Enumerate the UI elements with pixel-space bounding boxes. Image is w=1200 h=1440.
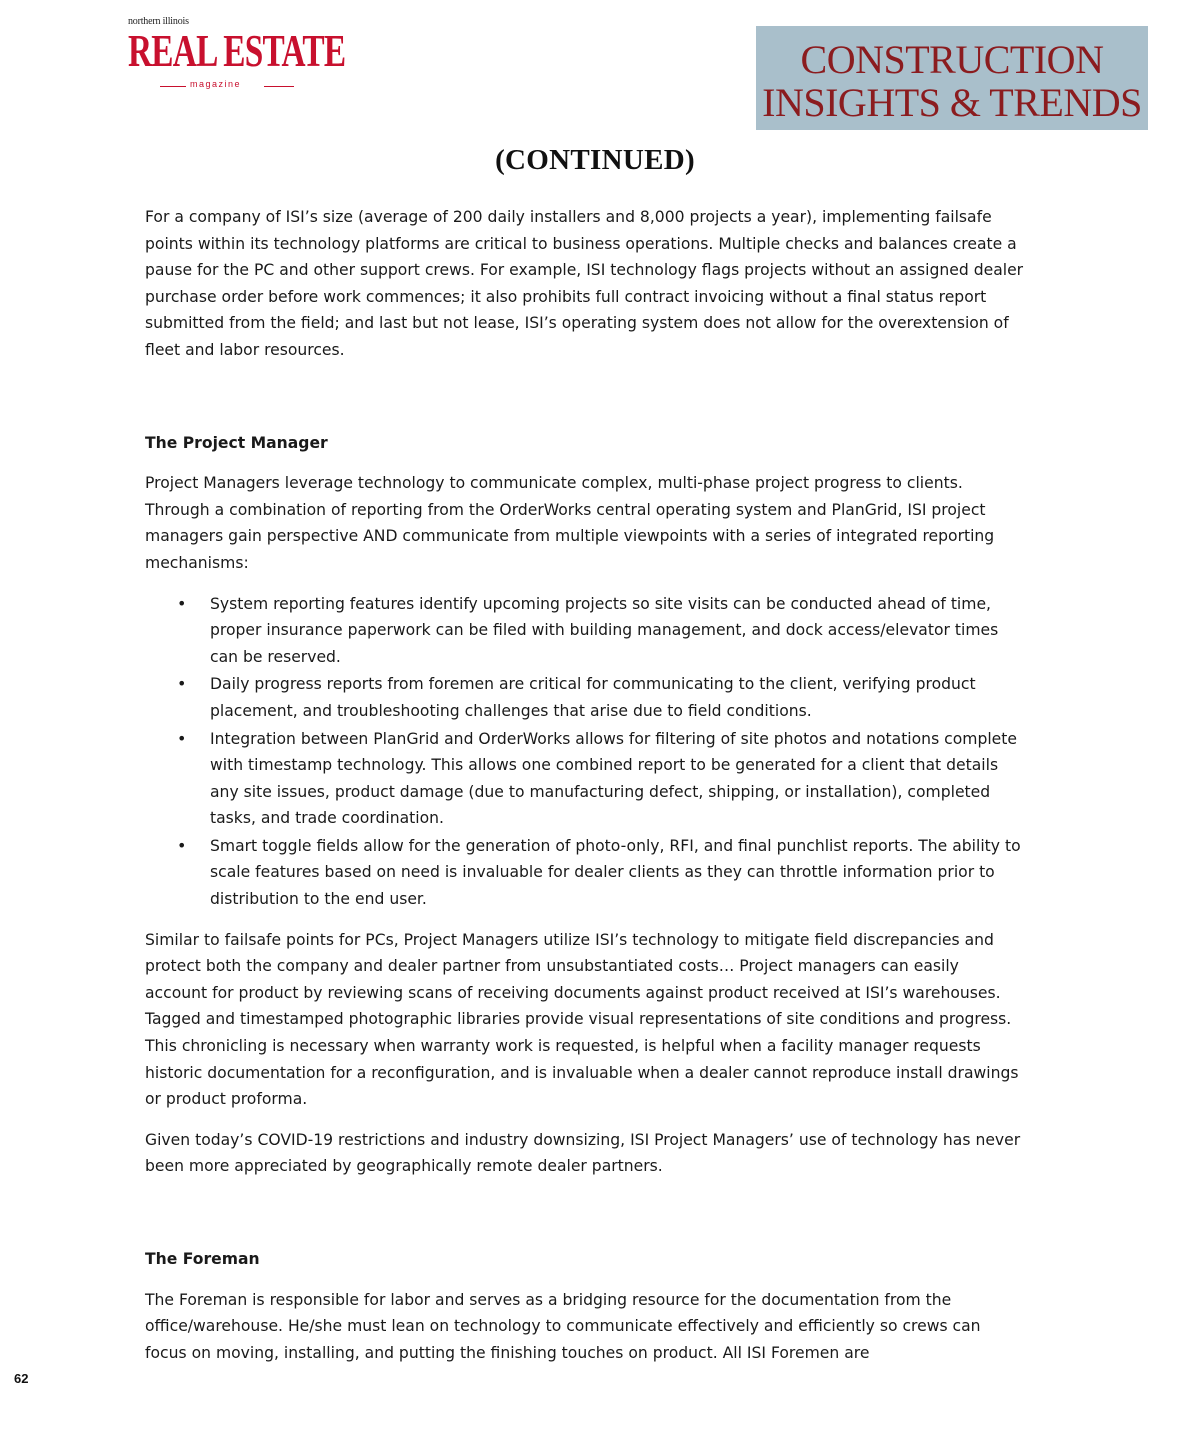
logo-rule-right [264,86,294,87]
section-gap [145,378,1025,430]
list-item-text: System reporting features identify upcoming projects so site visits can be conducted ahead of time, proper insurance paperwork can be filed with building management, and dock access/elevator times can be reserved. [210,594,999,666]
banner-line-1: CONSTRUCTION [800,37,1104,82]
banner-line-2: INSIGHTS & TRENDS [762,80,1142,125]
article-body [145,204,1025,1380]
logo-subtitle: magazine [190,79,242,89]
logo-title: REAL ESTATE [128,26,346,76]
list-item-text: Smart toggle fields allow for the generation of photo-only, RFI, and final punchlist reports. The ability to scale features based on need is invaluable for dealer clients as they can throttle information prior to distribution to the end user. [210,836,1021,909]
section-banner [756,26,1148,130]
foreman-paragraph-1: The Foreman is responsible for labor and serves as a bridging resource for the documentation from the office/warehouse. He/she must lean on technology to communicate effectively and efficiently so crews can focus on moving, installing, and putting the finishing touches on product. All ISI Foremen are [145,1290,981,1362]
pm-heading: The Project Manager [145,433,328,452]
pm-paragraph-2: Similar to failsafe points for PCs, Project Managers utilize ISI’s technology to mitigate field discrepancies and protect both the company and dealer partner from unsubstantiated costs… Project managers can easily account for product by reviewing scans of receiving documents against product received at ISI’s warehouses. Tagged and timestamped photographic libraries provide visual representations of site conditions and progress. This chronicling is necessary when warranty work is requested, is helpful when a facility manager requests historic documentation for a reconfiguration, and is invaluable when a dealer cannot reproduce install drawings or product proforma. [145,930,1019,1109]
pm-bullet-list [145,591,1025,913]
bullet-icon: • [177,728,187,748]
list-item [177,726,1025,832]
foreman-heading: The Foreman [145,1250,260,1268]
bullet-icon: • [177,835,187,855]
continued-heading: (CONTINUED) [495,144,695,176]
list-item [177,833,1025,913]
bullet-icon: • [177,674,187,694]
list-item-text: Daily progress reports from foremen are critical for communicating to the client, verifying product placement, and troubleshooting challenges that arise due to field conditions. [210,675,976,720]
logo-rule-left [160,86,186,87]
intro-paragraph: For a company of ISI’s size (average of 200 daily installers and 8,000 projects a year), implementing failsafe points within its technology platforms are critical to business operations. Multiple checks and balances create a pause for the PC and other support crews. For example, ISI technology flags projects without an assigned dealer purchase order before work commences; it also prohibits full contract invoicing without a final status report submitted from the field; and last but not lease, ISI’s operating system does not allow for the overextension of fleet and labor resources. [145,208,1024,359]
list-item-text: Integration between PlanGrid and OrderWorks allows for filtering of site photos and notations complete with timestamp technology. This allows one combined report to be generated for a client that details any site issues, product damage (due to manufacturing defect, shipping, or installation), completed tasks, and trade coordination. [210,729,1017,828]
magazine-logo [128,16,346,89]
pm-paragraph-3: Given today’s COVID-19 restrictions and industry downsizing, ISI Project Managers’ use of technology has never been more appreciated by geographically remote dealer partners. [145,1130,1021,1176]
list-item [177,671,1025,724]
pm-paragraph-1: Project Managers leverage technology to communicate complex, multi-phase project progress to clients. Through a combination of reporting from the OrderWorks central operating system and PlanGrid, ISI project managers gain perspective AND communicate from multiple viewpoints with a series of integrated reporting mechanisms: [145,474,995,572]
page-number: 62 [14,1371,29,1386]
bullet-icon: • [177,593,187,613]
list-item [177,591,1025,671]
logo-region: northern illinois [128,16,189,27]
section-gap [145,1194,1025,1246]
